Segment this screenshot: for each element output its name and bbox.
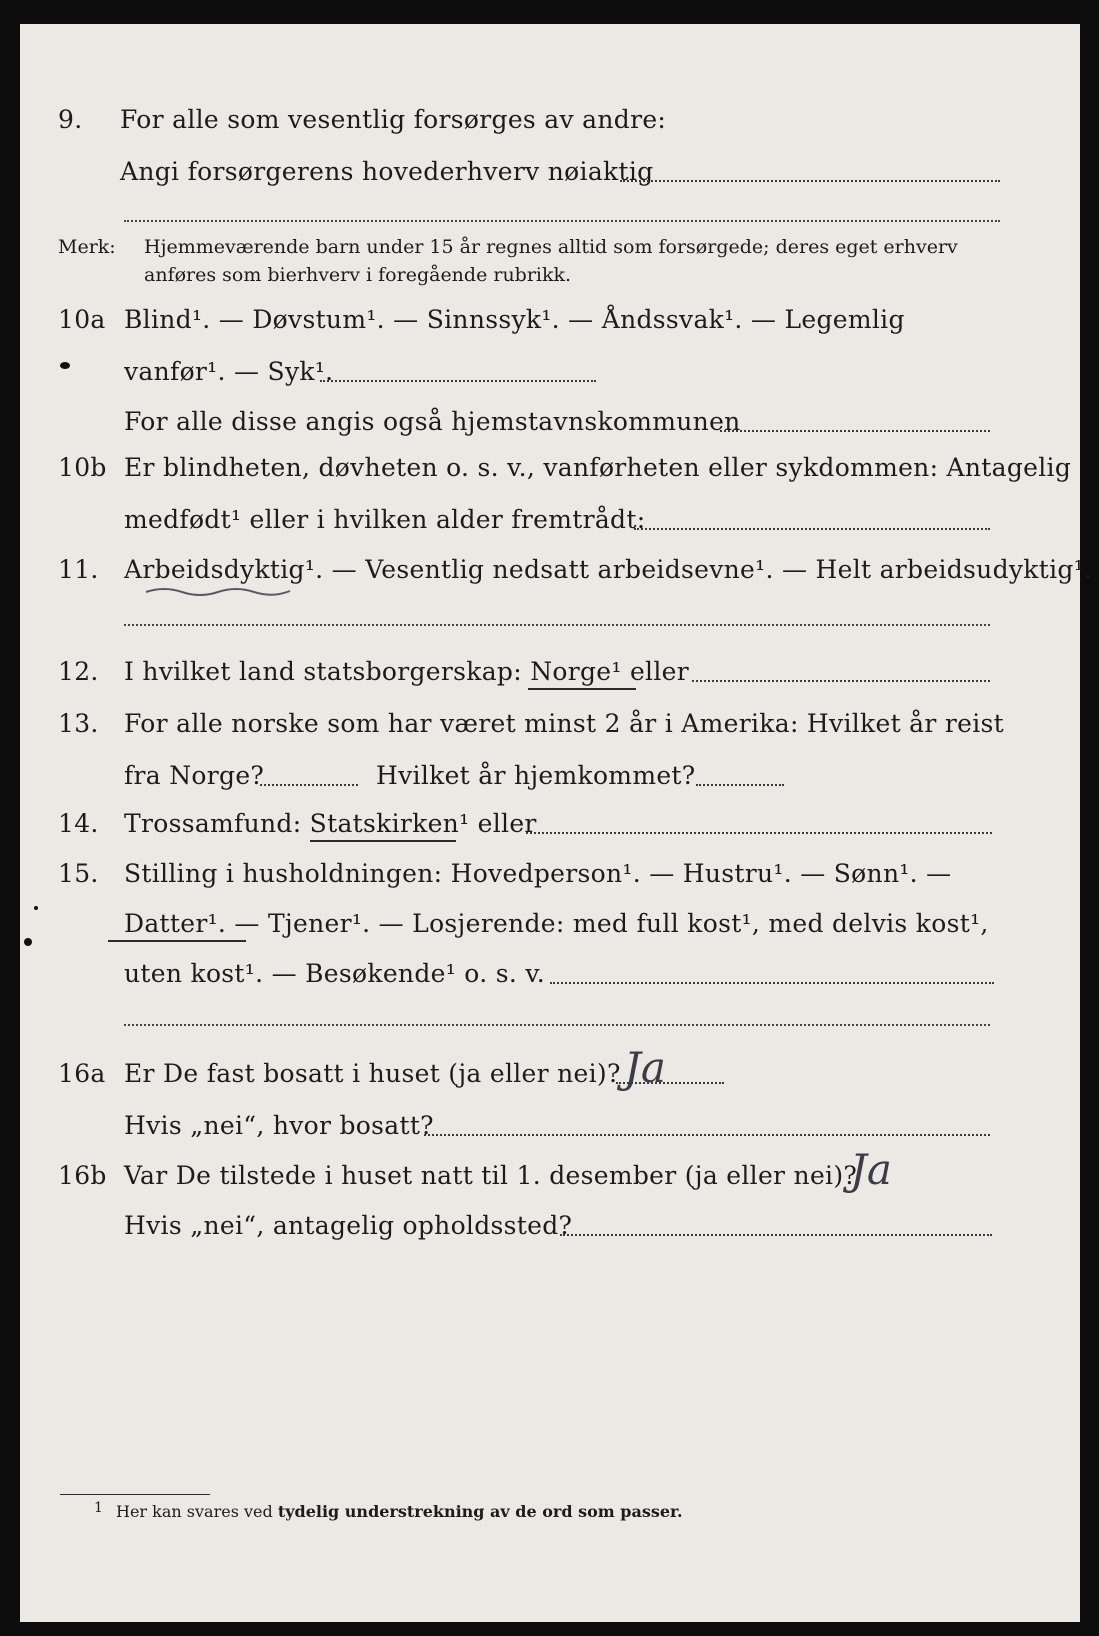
item-question: Stilling i husholdningen: Hovedperson¹. — Hustru¹. — Sønn¹. — (124, 859, 952, 888)
footnote-marker: 1 (94, 1500, 103, 1516)
item-15-line-1 (20, 854, 1080, 894)
answer-field[interactable] (320, 380, 596, 382)
item-question: Angi forsørgerens hovederhverv nøiaktig (120, 157, 654, 186)
answer-field[interactable] (424, 1134, 990, 1136)
item-question: I hvilket land statsborgerskap: Norge¹ eller (124, 657, 689, 686)
item-number: 12. (58, 657, 99, 686)
handwritten-answer: Ja (850, 1145, 892, 1194)
item-16a-line-1 (20, 1054, 1080, 1094)
item-question: fra Norge? (124, 761, 265, 790)
item-question: For alle disse angis også hjemstavnskommunen (124, 407, 741, 436)
item-number: 10b (58, 453, 107, 482)
item-number: 15. (58, 859, 99, 888)
footnote-text-plain: Her kan svares ved (116, 1502, 273, 1521)
answer-field[interactable] (550, 982, 994, 984)
item-15-line-3 (20, 954, 1080, 994)
answer-field[interactable] (720, 430, 990, 432)
answer-field[interactable] (620, 180, 1000, 182)
answer-field[interactable] (526, 832, 992, 834)
item-question: uten kost¹. — Besøkende¹ o. s. v. (124, 959, 546, 988)
item-10a-line-1 (20, 300, 1080, 340)
note-label: Merk: (58, 236, 116, 258)
item-16b-line-2 (20, 1206, 1080, 1246)
item-question: Hvis „nei“, hvor bosatt? (124, 1111, 434, 1140)
answer-field[interactable] (124, 1024, 990, 1026)
note-text-line-1: Hjemmeværende barn under 15 år regnes alltid som forsørgede; deres eget erhverv (144, 236, 958, 258)
item-9-line-2 (20, 152, 1080, 192)
item-number: 11. (58, 555, 99, 584)
item-question: Hvilket år hjemkommet? (376, 761, 696, 790)
item-question: Hvis „nei“, antagelig opholdssted? (124, 1211, 573, 1240)
item-number: 10a (58, 305, 106, 334)
item-16b-line-1 (20, 1156, 1080, 1196)
underline-datter (108, 940, 246, 942)
answer-field[interactable] (124, 624, 990, 626)
item-question: Blind¹. — Døvstum¹. — Sinnssyk¹. — Åndssvak¹. — Legemlig (124, 305, 905, 334)
item-13-line-1 (20, 704, 1080, 744)
item-10a-line-2 (20, 352, 1080, 392)
item-question: Er De fast bosatt i huset (ja eller nei)? (124, 1059, 621, 1088)
footnote-text-bold: tydelig understrekning av de ord som passer. (277, 1502, 683, 1521)
item-number: 13. (58, 709, 99, 738)
item-question: Er blindheten, døvheten o. s. v., vanførheten eller sykdommen: Antagelig (124, 453, 1072, 482)
footnote-rule (60, 1494, 210, 1495)
underline-statskirken (310, 840, 456, 842)
census-form-page (20, 24, 1093, 1622)
item-10a-line-3 (20, 402, 1080, 442)
item-question: vanfør¹. — Syk¹. (124, 357, 334, 386)
answer-field[interactable] (696, 784, 784, 786)
margin-mark (24, 938, 32, 946)
item-12-line-1 (20, 652, 1080, 692)
item-number: 14. (58, 809, 99, 838)
note-text-line-2: anføres som bierhverv i foregående rubrikk. (144, 264, 572, 286)
item-16a-line-2 (20, 1106, 1080, 1146)
item-10b-line-1 (20, 448, 1080, 488)
answer-field[interactable] (560, 1234, 992, 1236)
item-question: medfødt¹ eller i hvilken alder fremtrådt: (124, 505, 646, 534)
item-number: 9. (58, 105, 83, 134)
item-question: Datter¹. — Tjener¹. — Losjerende: med full kost¹, med delvis kost¹, (124, 909, 989, 938)
item-question: For alle som vesentlig forsørges av andre: (120, 105, 667, 134)
margin-mark (34, 906, 38, 910)
answer-field[interactable] (634, 528, 990, 530)
answer-field[interactable] (692, 680, 990, 682)
item-13-line-2 (20, 756, 1080, 796)
item-question: For alle norske som har været minst 2 år i Amerika: Hvilket år reist (124, 709, 1005, 738)
item-question: Var De tilstede i huset natt til 1. desember (ja eller nei)? (124, 1161, 858, 1190)
item-9-line-1 (20, 100, 1080, 140)
margin-mark (60, 362, 70, 369)
answer-field[interactable] (260, 784, 358, 786)
footnote-text (116, 1502, 683, 1521)
item-10b-line-2 (20, 500, 1080, 540)
item-number: 16a (58, 1059, 106, 1088)
answer-field[interactable] (124, 220, 1000, 222)
item-question: Arbeidsdyktig¹. — Vesentlig nedsatt arbeidsevne¹. — Helt arbeidsudyktig¹. (124, 555, 1093, 584)
handwritten-underline (144, 584, 294, 598)
item-14-line-1 (20, 804, 1080, 844)
item-15-line-2 (20, 904, 1080, 944)
handwritten-answer: Ja (624, 1043, 666, 1092)
item-question: Trossamfund: Statskirken¹ eller (124, 809, 537, 838)
underline-norge (528, 688, 636, 690)
item-number: 16b (58, 1161, 107, 1190)
